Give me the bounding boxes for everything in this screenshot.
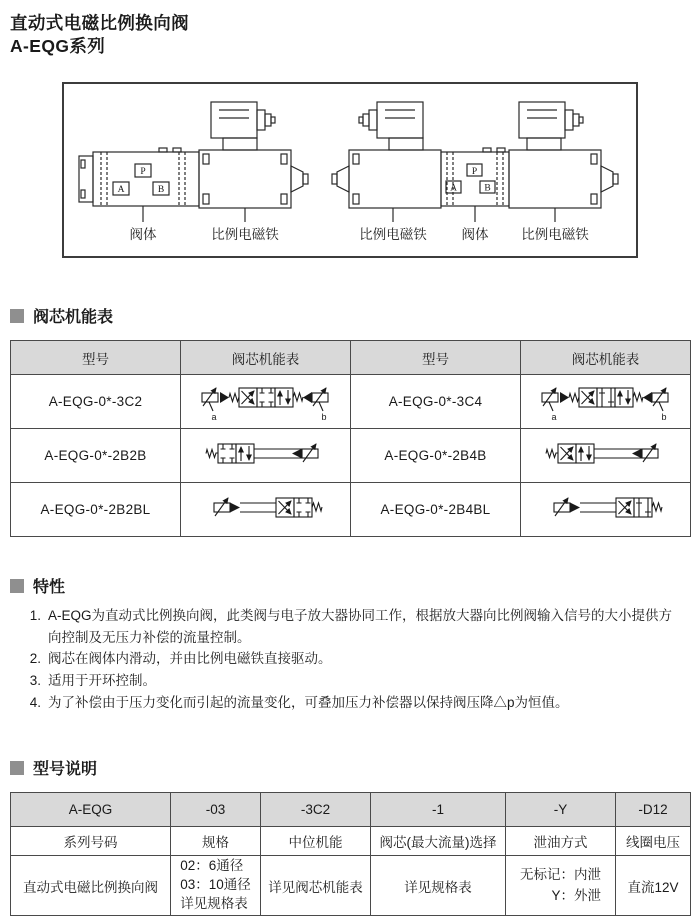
solenoid-label: 比例电磁铁 <box>211 227 279 243</box>
list-item <box>24 670 684 692</box>
spool-symbol-2b2bl-icon <box>200 488 332 528</box>
section-title: 阀芯机能表 <box>33 309 114 327</box>
symbol-a-label: a <box>550 412 557 423</box>
valve-illustration-single <box>71 94 311 250</box>
spool-symbol-3c4-icon <box>540 378 672 422</box>
list-item-text: 为了补偿由于压力变化而引起的流量变化，可叠加压力补偿器以保持阀压降△p为恒值。 <box>48 694 569 710</box>
model-code-row <box>11 793 691 827</box>
list-item <box>24 605 684 648</box>
page-title <box>10 12 690 58</box>
list-item <box>24 692 684 714</box>
spool-symbol-2b4b-icon <box>540 434 672 474</box>
model-detail-row <box>11 856 691 916</box>
spool-symbol-3c2-icon <box>200 378 332 422</box>
port-label-b: B <box>484 183 491 194</box>
spool-function-table <box>10 340 691 537</box>
list-item-number: 3. <box>29 672 41 688</box>
spool-symbol-cell <box>181 375 351 429</box>
model-label-cell: 中位机能 <box>261 827 371 856</box>
spool-table-header-row <box>11 341 691 375</box>
list-item-text: A-EQG为直动式比例换向阀，此类阀与电子放大器协同工作，根据放大器向比例阀输入信号的大小提供方向控制及无压力补偿的流量控制。 <box>48 608 673 645</box>
center-function-cell: 详见阀芯机能表 <box>261 856 371 916</box>
model-code-cell: -03 <box>171 793 261 827</box>
model-cell-2b4bl: A-EQG-0*-2B4BL <box>351 483 521 537</box>
list-item-number: 2. <box>29 651 41 667</box>
model-code-cell: -3C2 <box>261 793 371 827</box>
symbol-b-label: b <box>320 412 327 423</box>
section-features <box>10 574 690 597</box>
spool-symbol-cell <box>521 375 691 429</box>
spec-detail-cell <box>171 856 261 916</box>
list-item-number: 4. <box>29 694 41 710</box>
model-code-cell: -Y <box>506 793 616 827</box>
spool-symbol-cell <box>181 429 351 483</box>
section-marker-icon <box>10 579 24 593</box>
drain-line: 无标记：内泄 <box>520 867 601 883</box>
port-label-b: B <box>157 185 165 196</box>
model-cell-3c4: A-EQG-0*-3C4 <box>351 375 521 429</box>
features-list <box>24 605 684 713</box>
right-solenoid-label: 比例电磁铁 <box>521 227 589 243</box>
table-row <box>11 483 691 537</box>
spec-line: 03：10通径 <box>180 877 251 893</box>
valve-diagram-panel <box>62 82 638 258</box>
port-label-p: P <box>471 167 478 178</box>
section-model-designation <box>10 756 690 779</box>
spool-symbol-cell <box>521 483 691 537</box>
port-label-a: A <box>117 185 125 196</box>
valve-illustration-double <box>329 94 629 250</box>
page-title-line1: 直动式电磁比例换向阀 <box>10 13 189 33</box>
spool-symbol-cell <box>521 429 691 483</box>
section-marker-icon <box>10 309 24 323</box>
port-label-a: A <box>450 183 457 194</box>
model-label-row <box>11 827 691 856</box>
left-solenoid-label: 比例电磁铁 <box>359 227 427 243</box>
model-label-cell: 规格 <box>171 827 261 856</box>
port-label-p: P <box>140 167 146 178</box>
spool-col-header-model-right: 型号 <box>351 341 521 375</box>
list-item <box>24 648 684 670</box>
page-title-line2: A-EQG系列 <box>10 36 106 57</box>
model-label-cell: 泄油方式 <box>506 827 616 856</box>
model-cell-2b2bl: A-EQG-0*-2B2BL <box>11 483 181 537</box>
body-label: 阀体 <box>461 227 489 243</box>
model-code-cell: -1 <box>371 793 506 827</box>
model-cell-3c2: A-EQG-0*-3C2 <box>11 375 181 429</box>
section-marker-icon <box>10 761 24 775</box>
model-label-cell: 系列号码 <box>11 827 171 856</box>
model-code-cell: -D12 <box>616 793 691 827</box>
list-item-text: 阀芯在阀体内滑动，并由比例电磁铁直接驱动。 <box>48 651 332 667</box>
section-title: 特性 <box>33 579 66 597</box>
spool-symbol-cell <box>181 483 351 537</box>
symbol-a-label: a <box>210 412 217 423</box>
model-code-cell: A-EQG <box>11 793 171 827</box>
model-cell-2b4b: A-EQG-0*-2B4B <box>351 429 521 483</box>
spec-line: 详见规格表 <box>180 896 248 912</box>
body-label: 阀体 <box>129 227 157 243</box>
model-designation-table <box>10 792 691 916</box>
series-detail-cell: 直动式电磁比例换向阀 <box>11 856 171 916</box>
table-row <box>11 429 691 483</box>
model-label-cell: 线圈电压 <box>616 827 691 856</box>
model-label-cell: 阀芯(最大流量)选择 <box>371 827 506 856</box>
spool-col-header-model-left: 型号 <box>11 341 181 375</box>
section-spool-function <box>10 304 690 327</box>
coil-voltage-cell: 直流12V <box>616 856 691 916</box>
spool-select-cell: 详见规格表 <box>371 856 506 916</box>
symbol-b-label: b <box>660 412 667 423</box>
spec-line: 02：6通径 <box>180 858 244 874</box>
list-item-text: 适用于开环控制。 <box>48 672 156 688</box>
drain-cell <box>506 856 616 916</box>
spool-symbol-2b2b-icon <box>200 434 332 474</box>
table-row <box>11 375 691 429</box>
model-cell-2b2b: A-EQG-0*-2B2B <box>11 429 181 483</box>
spool-col-header-symbol-left: 阀芯机能表 <box>181 341 351 375</box>
section-title: 型号说明 <box>33 761 98 779</box>
list-item-number: 1. <box>29 608 41 624</box>
drain-line: Y：外泄 <box>551 887 601 903</box>
spool-symbol-2b4bl-icon <box>540 488 672 528</box>
spool-col-header-symbol-right: 阀芯机能表 <box>521 341 691 375</box>
